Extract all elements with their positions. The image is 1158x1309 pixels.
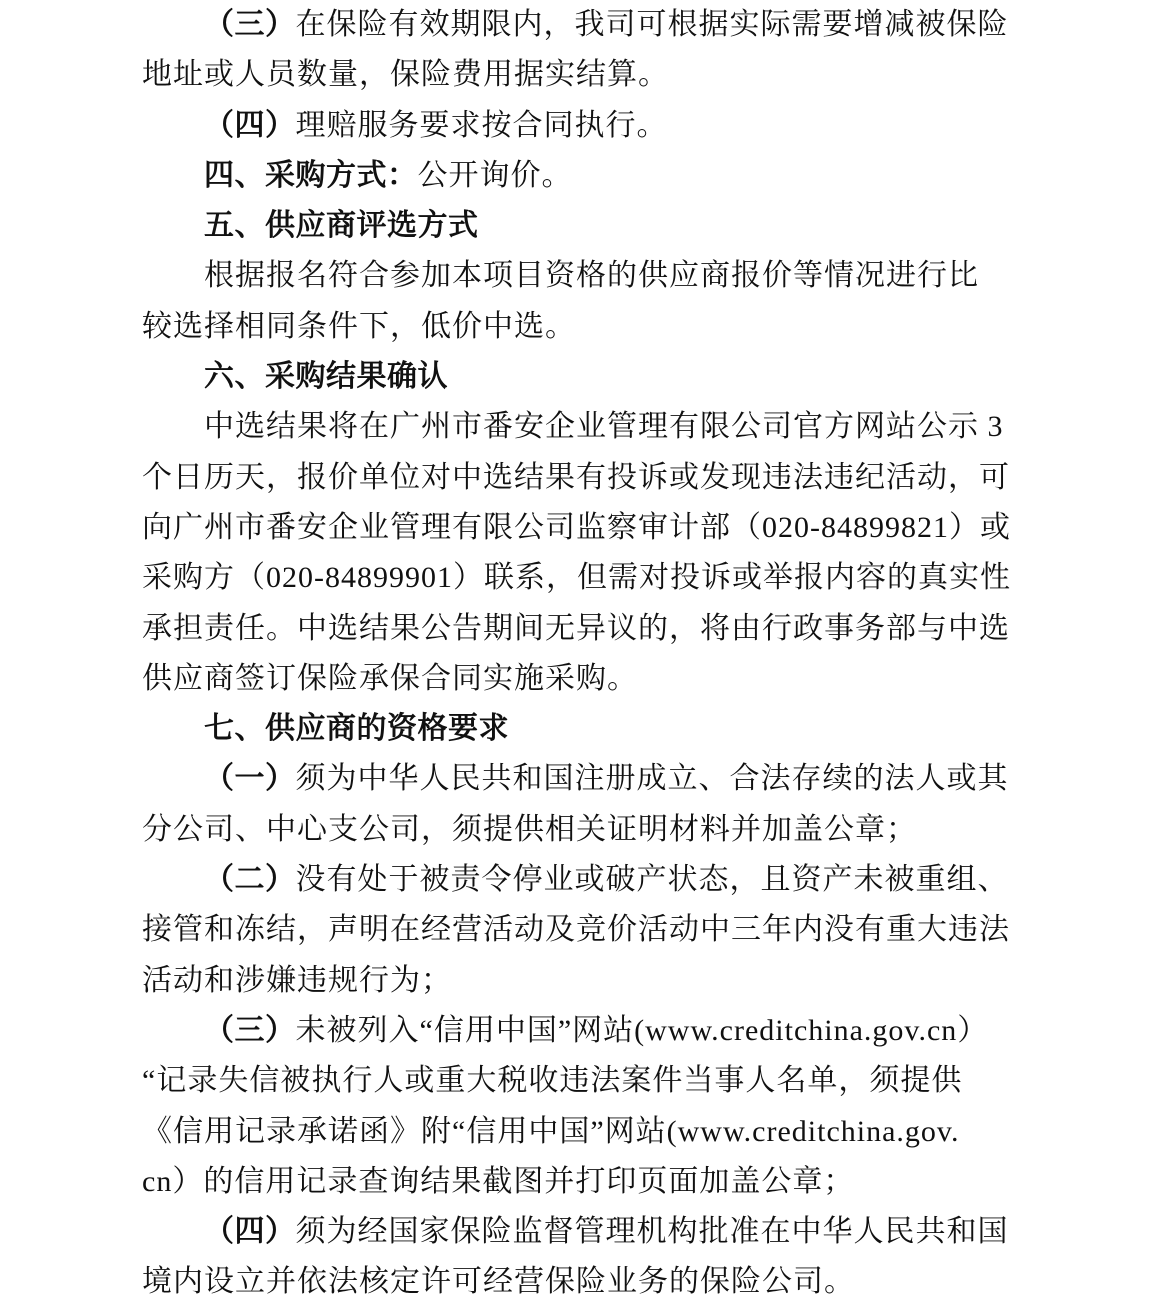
text-segment: 承担责任。中选结果公告期间无异议的，将由行政事务部与中选 <box>142 611 1010 645</box>
text-segment: “记录失信被执行人或重大税收违法案件当事人名单，须提供 <box>142 1064 963 1098</box>
text-segment: 未被列入“信用中国”网站(www.creditchina.gov.cn） <box>295 1013 989 1047</box>
requirement-4-line-1 <box>142 1207 1032 1257</box>
text-segment: 接管和冻结，声明在经营活动及竞价活动中三年内没有重大违法 <box>142 913 1010 947</box>
section-6-body-line-6 <box>142 654 1032 704</box>
text-segment: 在保险有效期限内，我司可根据实际需要增减被保险 <box>295 8 1009 41</box>
text-segment: 没有处于被责令停业或破产状态，且资产未被重组、 <box>295 863 1009 897</box>
requirement-3-line-1 <box>142 1006 1032 1056</box>
requirement-3-line-3 <box>142 1107 1032 1157</box>
clause-3-line-1 <box>142 0 1032 50</box>
requirement-3-line-4 <box>142 1157 1032 1207</box>
text-segment: 供应商签订保险承保合同实施采购。 <box>142 661 638 695</box>
section-6-body-line-4 <box>142 553 1032 603</box>
text-segment-bold: （四） <box>204 1215 296 1249</box>
text-segment-bold: 四、采购方式： <box>204 158 418 192</box>
text-segment: 《信用记录承诺函》附“信用中国”网站(www.creditchina.gov. <box>142 1114 960 1148</box>
section-6-heading <box>142 352 1032 402</box>
text-segment-bold: 七、供应商的资格要求 <box>204 712 509 746</box>
section-6-body-line-3 <box>142 503 1032 553</box>
text-segment: 须为中华人民共和国注册成立、合法存续的法人或其 <box>295 762 1009 796</box>
clause-4-line <box>142 101 1032 151</box>
text-segment: cn）的信用记录查询结果截图并打印页面加盖公章； <box>142 1164 855 1198</box>
text-segment-bold: 六、采购结果确认 <box>204 360 448 394</box>
requirement-1-line-2 <box>142 805 1032 855</box>
text-segment-bold: 五、供应商评选方式 <box>204 209 479 243</box>
section-6-body-line-1 <box>142 402 1032 452</box>
text-segment-bold: （三） <box>204 1013 296 1047</box>
text-segment: 境内设立并依法核定许可经营保险业务的保险公司。 <box>142 1265 855 1299</box>
text-segment: 根据报名符合参加本项目资格的供应商报价等情况进行比 <box>204 259 979 293</box>
text-segment-bold: （一） <box>204 762 296 796</box>
section-6-body-line-5 <box>142 604 1032 654</box>
text-segment-bold: （二） <box>204 863 296 897</box>
section-5-body-line-1 <box>142 251 1032 301</box>
requirement-2-line-3 <box>142 956 1032 1006</box>
text-segment: 较选择相同条件下，低价中选。 <box>142 309 576 343</box>
text-segment: 须为经国家保险监督管理机构批准在中华人民共和国 <box>295 1215 1009 1249</box>
text-segment: 活动和涉嫌违规行为； <box>142 963 452 997</box>
text-segment: 公开询价。 <box>417 158 573 192</box>
text-segment: 向广州市番安企业管理有限公司监察审计部（020-84899821）或 <box>142 510 1011 544</box>
text-segment: 理赔服务要求按合同执行。 <box>295 108 668 142</box>
text-segment-bold: （四） <box>204 108 296 142</box>
requirement-4-line-2 <box>142 1257 1032 1307</box>
text-segment: 中选结果将在广州市番安企业管理有限公司官方网站公示 3 <box>204 410 1004 444</box>
text-segment: 采购方（020-84899901）联系，但需对投诉或举报内容的真实性 <box>142 561 1011 595</box>
requirement-3-line-2 <box>142 1056 1032 1106</box>
requirement-2-line-1 <box>142 855 1032 905</box>
document-text-block <box>142 0 1032 1308</box>
requirement-1-line-1 <box>142 754 1032 804</box>
text-segment: 地址或人员数量，保险费用据实结算。 <box>142 58 669 92</box>
requirement-2-line-2 <box>142 905 1032 955</box>
section-7-heading <box>142 704 1032 754</box>
section-5-heading <box>142 201 1032 251</box>
section-4-heading <box>142 151 1032 201</box>
clause-3-line-2 <box>142 50 1032 100</box>
text-segment-bold: （三） <box>204 8 296 41</box>
section-5-body-line-2 <box>142 302 1032 352</box>
section-6-body-line-2 <box>142 453 1032 503</box>
text-segment: 个日历天，报价单位对中选结果有投诉或发现违法违纪活动，可 <box>142 460 1010 494</box>
text-segment: 分公司、中心支公司，须提供相关证明材料并加盖公章； <box>142 812 917 846</box>
